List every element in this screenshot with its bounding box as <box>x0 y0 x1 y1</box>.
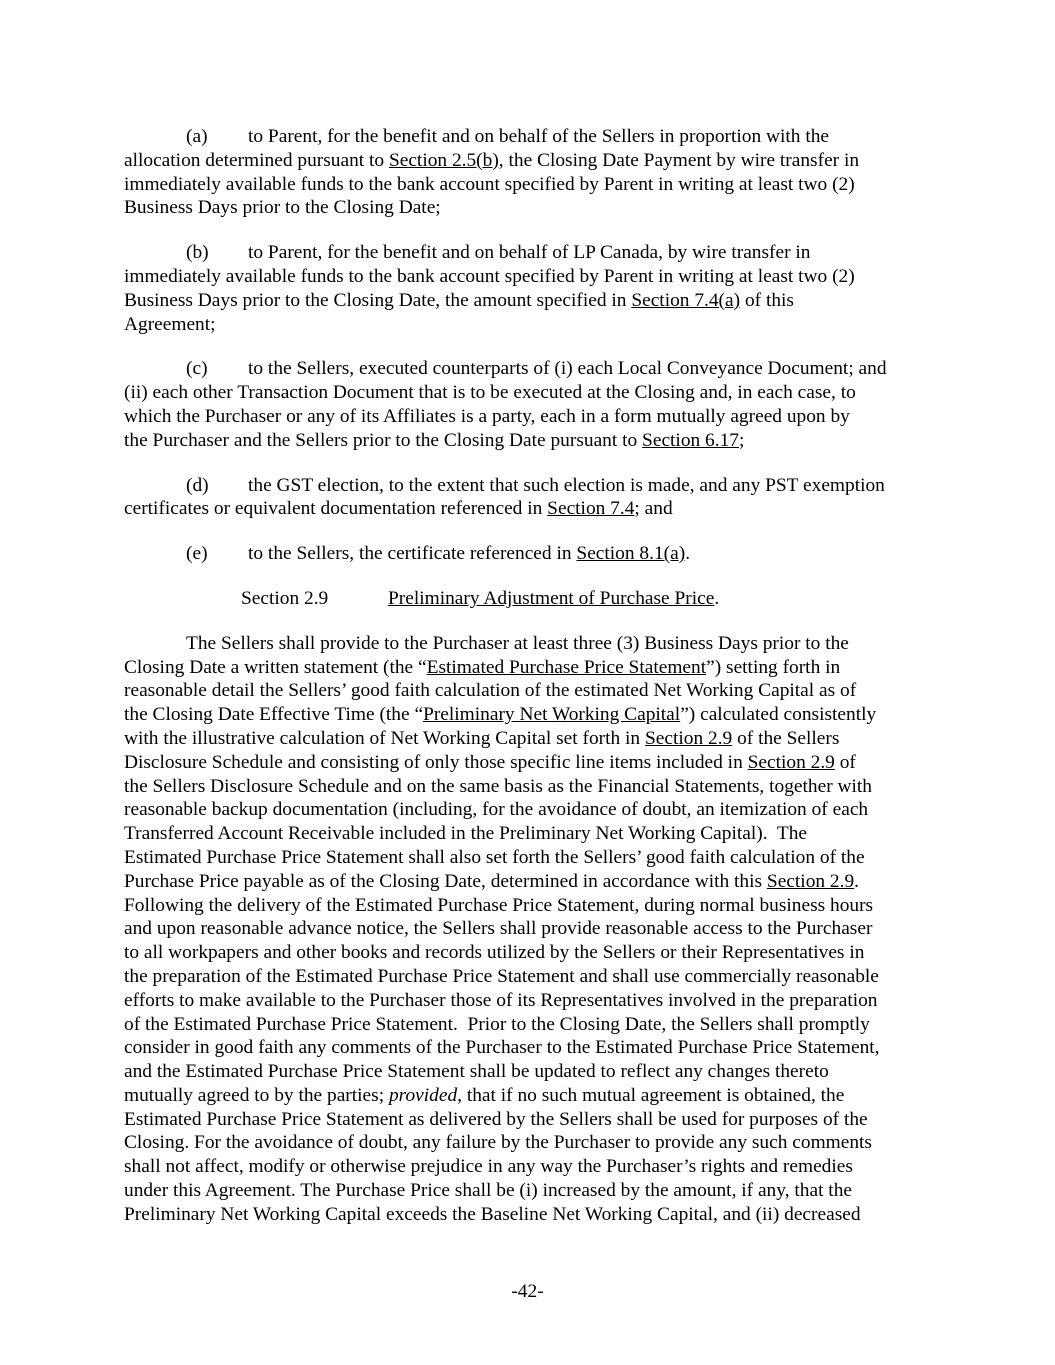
text-line <box>124 1179 944 1203</box>
list-item-e <box>124 542 944 566</box>
text-line <box>124 357 944 381</box>
text-run: , that if no such mutual agreement is obtained, the <box>457 1084 845 1106</box>
text-run: Estimated Purchase Price Statement as delivered by the Sellers shall be used for purposes of the <box>124 1108 868 1130</box>
item-label: (e) <box>186 543 208 565</box>
text-line <box>124 989 944 1013</box>
section-reference: Preliminary Net Working Capital <box>423 704 681 726</box>
text-line <box>124 846 944 870</box>
text-line <box>124 241 944 265</box>
text-run: the GST election, to the extent that such election is made, and any PST exemption <box>248 474 885 496</box>
text-run: of the Estimated Purchase Price Statement. Prior to the Closing Date, the Sellers shall promptly <box>124 1013 870 1035</box>
item-label: (a) <box>186 126 208 147</box>
text-line <box>124 727 944 751</box>
text-run: of <box>834 751 856 773</box>
text-line <box>124 703 944 727</box>
text-line <box>124 965 944 989</box>
text-run: immediately available funds to the bank account specified by Parent in writing at least two (2) <box>124 173 855 195</box>
text-line <box>124 775 944 799</box>
section-reference: Section 2.5(b) <box>388 149 499 171</box>
section-reference: Section 6.17 <box>642 429 739 451</box>
text-line <box>124 1108 944 1132</box>
list-item-c <box>124 357 944 452</box>
item-label: (c) <box>186 358 208 380</box>
text-run: Disclosure Schedule and consisting of only those specific line items included in <box>124 751 748 773</box>
list-item-d <box>124 474 944 522</box>
text-run: with the illustrative calculation of Net Working Capital set forth in <box>124 727 645 749</box>
text-line <box>124 381 944 405</box>
text-run: which the Purchaser or any of its Affiliates is a party, each in a form mutually agreed upon by <box>124 405 850 427</box>
text-run: The Sellers shall provide to the Purchaser at least three (3) Business Days prior to the <box>186 632 849 654</box>
section-reference: Section 7.4(a) <box>631 289 741 311</box>
section-number: Section 2.9 <box>241 587 329 609</box>
text-run: , the Closing Date Payment by wire transfer in <box>498 149 860 171</box>
text-run: (ii) each other Transaction Document that is to be executed at the Closing and, in each case, to <box>124 382 856 404</box>
text-run: Purchase Price payable as of the Closing Date, determined in accordance with this <box>124 870 767 892</box>
text-run: Closing Date a written statement (the “ <box>124 656 427 678</box>
text-line <box>124 1060 944 1084</box>
text-line <box>124 1013 944 1037</box>
text-line <box>124 497 944 521</box>
text-run: consider in good faith any comments of the Purchaser to the Estimated Purchase Price Statement, <box>124 1037 880 1059</box>
document-page <box>124 125 944 1248</box>
section-reference: Estimated Purchase Price Statement <box>426 656 707 678</box>
section-reference: Section 8.1(a) <box>576 543 686 565</box>
text-line <box>124 1131 944 1155</box>
text-line <box>124 751 944 775</box>
text-run: under this Agreement. The Purchase Price shall be (i) increased by the amount, if any, that the <box>124 1180 852 1202</box>
text-run: ”) calculated consistently <box>680 704 877 726</box>
text-line <box>124 474 944 498</box>
text-line <box>124 1036 944 1060</box>
text-line <box>124 632 944 656</box>
text-line <box>124 149 944 173</box>
text-run: ”) setting forth in <box>706 656 841 678</box>
text-run: the Purchaser and the Sellers prior to the Closing Date pursuant to <box>124 429 643 451</box>
text-run: Agreement; <box>124 313 216 335</box>
text-run: . <box>685 543 691 565</box>
text-run: the Sellers Disclosure Schedule and on the same basis as the Financial Statements, together with <box>124 775 872 797</box>
text-run: Closing. For the avoidance of doubt, any failure by the Purchaser to provide any such comments <box>124 1132 872 1154</box>
list-item-b <box>124 241 944 336</box>
text-run: Transferred Account Receivable included in the Preliminary Net Working Capital). The <box>124 823 808 845</box>
item-label: (d) <box>186 474 209 496</box>
text-line <box>124 289 944 313</box>
text-run: mutually agreed to by the parties; <box>124 1084 389 1106</box>
closing-deliverables-list <box>124 125 944 566</box>
text-run: efforts to make available to the Purchaser those of its Representatives involved in the preparation <box>124 989 878 1011</box>
section-2-9-body-paragraph <box>124 632 944 1227</box>
text-run: . <box>854 870 860 892</box>
text-line <box>124 798 944 822</box>
text-line <box>124 656 944 680</box>
text-line <box>124 125 944 149</box>
section-reference: Section 2.9 <box>766 870 855 892</box>
text-run: to Parent, for the benefit and on behalf of the Sellers in proportion with the <box>248 126 830 147</box>
text-line <box>124 917 944 941</box>
text-run: certificates or equivalent documentation referenced in <box>124 498 548 520</box>
text-run: reasonable backup documentation (including, for the avoidance of doubt, an itemization of each <box>124 799 869 821</box>
text-run: immediately available funds to the bank account specified by Parent in writing at least two (2) <box>124 265 855 287</box>
text-line <box>124 941 944 965</box>
text-run: Estimated Purchase Price Statement shall also set forth the Sellers’ good faith calculation of the <box>124 846 865 868</box>
text-run: the Closing Date Effective Time (the “ <box>124 704 424 726</box>
emphasis-text: provided <box>388 1084 458 1106</box>
text-line <box>124 679 944 703</box>
text-line <box>124 1203 944 1227</box>
text-run: of the Sellers <box>732 727 840 749</box>
section-title: Preliminary Adjustment of Purchase Price <box>388 587 715 609</box>
text-run: Business Days prior to the Closing Date, the amount specified in <box>124 289 632 311</box>
text-run: to the Sellers, the certificate referenced in <box>248 543 577 565</box>
text-line <box>124 196 944 220</box>
text-run: to all workpapers and other books and records utilized by the Sellers or their Representatives in <box>124 942 865 964</box>
text-line <box>124 822 944 846</box>
section-reference: Section 7.4 <box>547 498 635 520</box>
text-run: ; and <box>634 498 673 520</box>
text-line <box>124 1084 944 1108</box>
text-line <box>124 313 944 337</box>
section-reference: Section 2.9 <box>644 727 733 749</box>
text-line <box>124 1155 944 1179</box>
text-run: allocation determined pursuant to <box>124 149 389 171</box>
text-run: to Parent, for the benefit and on behalf of LP Canada, by wire transfer in <box>248 242 811 264</box>
page-number: -42- <box>511 1281 544 1302</box>
text-line <box>124 405 944 429</box>
text-run: of this <box>740 289 794 311</box>
text-line <box>124 173 944 197</box>
text-run: and the Estimated Purchase Price Statement shall be updated to reflect any changes thereto <box>124 1061 829 1083</box>
text-line <box>124 894 944 918</box>
text-line <box>124 265 944 289</box>
text-line <box>124 870 944 894</box>
text-run: the preparation of the Estimated Purchase Price Statement and shall use commercially reasonable <box>124 965 879 987</box>
item-label: (b) <box>186 242 209 264</box>
text-run: and upon reasonable advance notice, the Sellers shall provide reasonable access to the Purchaser <box>124 918 873 940</box>
text-run: Business Days prior to the Closing Date; <box>124 197 441 219</box>
text-run: ; <box>739 429 745 451</box>
text-run: shall not affect, modify or otherwise prejudice in any way the Purchaser’s rights and remedies <box>124 1156 853 1178</box>
text-line <box>124 542 944 566</box>
list-item-a <box>124 125 944 220</box>
text-run: Preliminary Net Working Capital exceeds the Baseline Net Working Capital, and (ii) decreased <box>124 1203 861 1225</box>
text-run: to the Sellers, executed counterparts of (i) each Local Conveyance Document; and <box>248 358 887 380</box>
section-reference: Section 2.9 <box>747 751 835 773</box>
text-run: Following the delivery of the Estimated Purchase Price Statement, during normal business hours <box>124 894 874 916</box>
section-title-period: . <box>714 587 720 609</box>
text-line <box>124 429 944 453</box>
text-run: reasonable detail the Sellers’ good faith calculation of the estimated Net Working Capital as of <box>124 680 857 702</box>
section-heading <box>124 587 944 611</box>
